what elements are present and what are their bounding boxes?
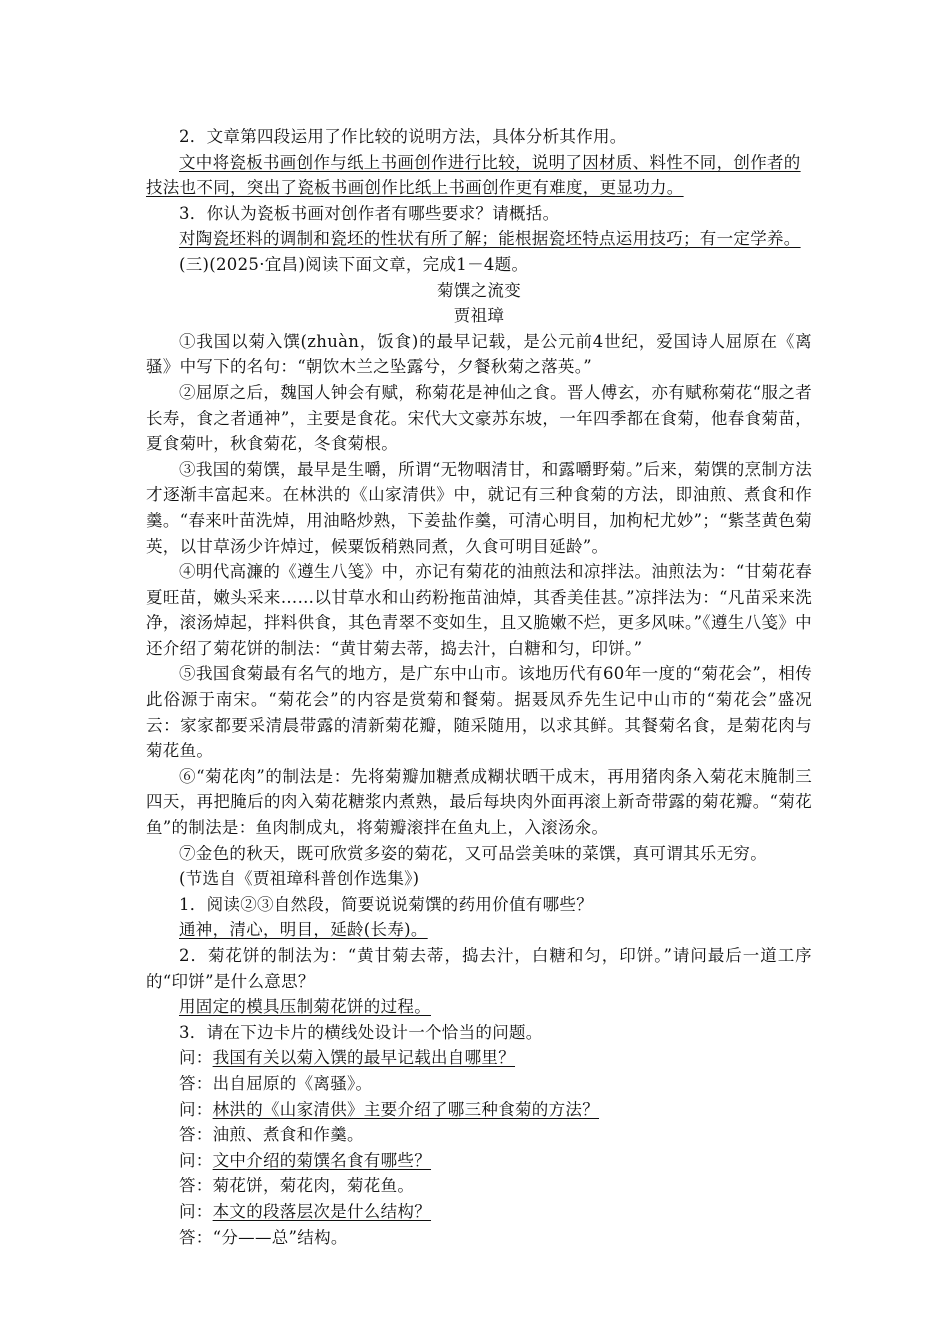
section-intro: (三)(2025·宜昌)阅读下面文章，完成1－4题。: [179, 254, 529, 274]
article-source: (节选自《贾祖璋科普创作选集》): [179, 869, 420, 889]
card-question-3: [146, 1148, 812, 1174]
article-paragraph-7: ⑦金色的秋天，既可欣赏多姿的菊花，又可品尝美味的菜馔，真可谓其乐无穷。: [179, 843, 767, 863]
article-paragraph-1: ①我国以菊入馔(zhuàn，饭食)的最早记载，是公元前4世纪，爱国诗人屈原在《离骚》中写下的名句：“朝饮木兰之坠露兮，夕餐秋菊之落英。”: [146, 331, 812, 377]
a-label: 答：: [179, 1227, 213, 1247]
article-paragraph-4: ④明代高濂的《遵生八笺》中，亦记有菊花的油煎法和凉拌法。油煎法为：“甘菊花春夏旺苗，嫩头采来……以甘草水和山药粉拖苗油焯，其香美佳甚。”凉拌法为：“凡苗采来洗净，滚汤焯起，拌料供食，其色青翠不变如生，且又脆嫩不烂，更多风味。”《遵生八笺》中还介绍了菊花饼的制法：“黄甘菊去蒂，捣去汁，白糖和匀，印饼。”: [146, 562, 812, 658]
answer-text: 文中将瓷板书画创作与纸上书画创作进行比较，说明了因材质、料性不同，创作者的技法也不同，突出了瓷板书画创作比纸上书画创作更有难度，更显功力。: [146, 152, 801, 198]
prev-answer-3: [146, 226, 812, 252]
q-label: 问：: [179, 1099, 213, 1119]
card-question-4: [146, 1199, 812, 1225]
prev-question-2: 2．文章第四段运用了作比较的说明方法，具体分析其作用。: [179, 127, 627, 146]
article-paragraph-2: ②屈原之后，魏国人钟会有赋，称菊花是神仙之食。晋人傅玄，亦有赋称菊花“服之者长寿，食之者通神”，主要是食花。宋代大文豪苏东坡，一年四季都在食菊，他春食菊苗，夏食菊叶，秋食菊花，冬食菊根。: [146, 382, 812, 454]
card-question-2: [146, 1097, 812, 1123]
card-answer-text: 油煎、煮食和作羹。: [212, 1125, 364, 1145]
card-question-text: 我国有关以菊入馔的最早记载出自哪里？: [212, 1048, 516, 1068]
card-question-1: [146, 1045, 812, 1071]
card-question-text: 本文的段落层次是什么结构？: [212, 1201, 432, 1221]
card-question-text: 林洪的《山家清供》主要介绍了哪三种食菊的方法？: [212, 1099, 600, 1119]
document-page: [146, 124, 812, 1250]
card-answer-text: “分——总”结构。: [212, 1227, 348, 1247]
article-paragraph-3: ③我国的菊馔，最早是生嚼，所谓“无物咽清甘，和露嚼野菊。”后来，菊馔的烹制方法才逐渐丰富起来。在林洪的《山家清供》中，就记有三种食菊的方法，即油煎、煮食和作羹。“春来叶苗洗焯，用油略炒熟，下姜盐作羹，可清心明目，加枸杞尤妙”；“紫茎黄色菊英，以甘草汤少许焯过，候粟饭稍熟同煮，久食可明目延龄”。: [146, 459, 812, 556]
card-answer-2: [146, 1122, 812, 1148]
answer-text: 通神，清心，明目，延龄(长寿)。: [179, 920, 428, 940]
answer-text: 对陶瓷坯料的调制和瓷坯的性状有所了解；能根据瓷坯特点运用技巧；有一定学养。: [179, 229, 801, 249]
prev-question-3: 3．你认为瓷板书画对创作者有哪些要求？请概括。: [179, 203, 560, 223]
card-question-text: 文中介绍的菊馔名食有哪些？: [212, 1150, 432, 1170]
question-2: 2．菊花饼的制法为：“黄甘菊去蒂，捣去汁，白糖和匀，印饼。”请问最后一道工序的“印饼”是什么意思？: [146, 946, 812, 991]
article-paragraph-5: ⑤我国食菊最有名气的地方，是广东中山市。该地历代有60年一度的“菊花会”，相传此俗源于南宋。“菊花会”的内容是赏菊和餐菊。据聂凤乔先生记中山市的“菊花会”盛况云：家家都要采清晨带露的清新菊花瓣，随采随用，以求其鲜。其餐菊名食，是菊花肉与菊花鱼。: [146, 664, 812, 761]
q-label: 问：: [179, 1201, 213, 1221]
article-paragraph-6: ⑥“菊花肉”的制法是：先将菊瓣加糖煮成糊状晒干成末，再用猪肉条入菊花末腌制三四天，再把腌后的肉入菊花糖浆内煮熟，最后每块肉外面再滚上新奇带露的菊花瓣。“菊花鱼”的制法是：鱼肉制成丸，将菊瓣滚拌在鱼丸上，入滚汤氽。: [146, 766, 812, 838]
a-label: 答：: [179, 1125, 213, 1145]
answer-1: [146, 917, 812, 943]
card-answer-text: 出自屈原的《离骚》。: [212, 1073, 373, 1093]
q-label: 问：: [179, 1150, 213, 1170]
q-label: 问：: [179, 1048, 213, 1068]
answer-text: 用固定的模具压制菊花饼的过程。: [179, 997, 431, 1017]
a-label: 答：: [179, 1176, 213, 1196]
a-label: 答：: [179, 1073, 213, 1093]
article-author: 贾祖璋: [453, 306, 505, 326]
card-answer-3: [146, 1173, 812, 1199]
qa-card: [146, 1045, 812, 1250]
card-answer-4: [146, 1225, 812, 1251]
question-1: 1．阅读②③自然段，简要说说菊馔的药用价值有哪些？: [179, 894, 593, 914]
card-answer-1: [146, 1071, 812, 1097]
question-3: 3．请在下边卡片的横线处设计一个恰当的问题。: [179, 1022, 543, 1042]
answer-2: [146, 994, 812, 1020]
card-answer-text: 菊花饼，菊花肉，菊花鱼。: [212, 1176, 415, 1196]
prev-answer-2: [146, 150, 812, 201]
article-title: 菊馔之流变: [437, 280, 521, 300]
